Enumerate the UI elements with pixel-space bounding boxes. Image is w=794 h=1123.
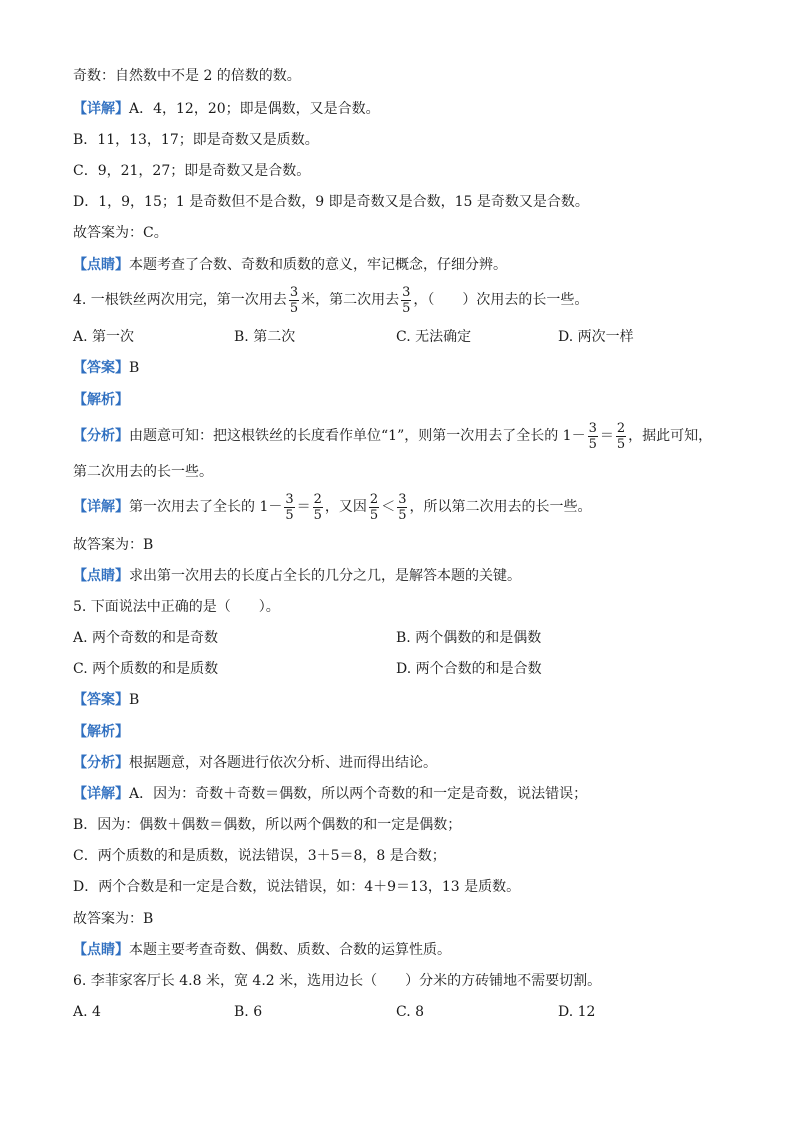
detail-line-a xyxy=(73,99,380,119)
question-5-stem xyxy=(73,597,280,617)
fraction xyxy=(369,492,379,523)
answer-tag: 【答案】 xyxy=(73,360,129,376)
question-5-detail-c xyxy=(73,846,446,866)
line-text: B．11，13，17；即是奇数又是质数。 xyxy=(73,132,319,148)
line-text: 第二次用去的长一些。 xyxy=(73,464,213,480)
fraction xyxy=(588,421,598,452)
line-text: 第一次用去了全长的 1－ xyxy=(129,499,283,515)
stem-text: 6. 李菲家客厅长 4.8 米，宽 4.2 米，选用边长（ ）分米的方砖铺地不需要切割。 xyxy=(73,973,602,989)
question-5-option-a: A. 两个奇数的和是奇数 xyxy=(73,630,219,646)
stem-text: ，（ ）次用去的长一些。 xyxy=(413,292,589,308)
question-4-stem xyxy=(73,283,588,317)
detail-tag: 【详解】 xyxy=(73,786,129,802)
question-6-option-c: C. 8 xyxy=(396,1004,425,1020)
question-5-detail-d xyxy=(73,877,520,897)
line-text: 奇数：自然数中不是 2 的倍数的数。 xyxy=(73,68,301,84)
fraction-numerator: 2 xyxy=(616,420,626,436)
answer-conclusion-line xyxy=(73,223,168,243)
question-5-option-b: B. 两个偶数的和是偶数 xyxy=(396,630,542,646)
question-4-analysis-heading xyxy=(73,390,129,410)
dianjing-tag: 【点睛】 xyxy=(73,942,129,958)
less-than-sign: ＜ xyxy=(381,499,396,515)
fraction-denominator: 5 xyxy=(588,436,597,452)
stem-text: 4. 一根铁丝两次用完，第一次用去 xyxy=(73,292,287,308)
fenxi-tag: 【分析】 xyxy=(73,428,129,444)
question-5-detail-a xyxy=(73,784,587,804)
line-text: ，又因 xyxy=(324,499,367,515)
fraction xyxy=(284,492,294,523)
question-4-fenxi-line-2 xyxy=(73,462,213,482)
question-4-detail xyxy=(73,490,591,524)
fraction-numerator: 3 xyxy=(588,420,597,436)
equals-sign: ＝ xyxy=(296,499,311,515)
detail-line-d xyxy=(73,192,589,212)
question-6-option-b: B. 6 xyxy=(234,1004,263,1020)
question-4-answer xyxy=(73,358,139,378)
line-text: 由题意可知：把这根铁丝的长度看作单位“1”，则第一次用去了全长的 1－ xyxy=(129,428,586,444)
question-4-option-a: A. 第一次 xyxy=(73,329,135,345)
line-text: C．9，21，27；即是奇数又是合数。 xyxy=(73,163,311,179)
fraction xyxy=(313,492,323,523)
line-text: C．两个质数的和是质数，说法错误，3＋5＝8，8 是合数； xyxy=(73,848,446,864)
fraction-numerator: 2 xyxy=(369,491,379,507)
fraction xyxy=(289,285,299,316)
question-4-option-d: D. 两次一样 xyxy=(558,329,634,345)
line-text: 故答案为：C。 xyxy=(73,225,168,241)
detail-line-b xyxy=(73,130,319,150)
question-5-option-d: D. 两个合数的和是合数 xyxy=(396,661,542,677)
question-6-option-a: A. 4 xyxy=(73,1004,101,1020)
answer-value: B xyxy=(129,692,140,708)
fraction xyxy=(401,285,411,316)
question-4-option-b: B. 第二次 xyxy=(234,329,296,345)
line-text: 根据题意，对各题进行依次分析、进而得出结论。 xyxy=(129,755,437,771)
line-text: 故答案为：B xyxy=(73,537,154,553)
fraction-numerator: 3 xyxy=(289,284,299,300)
line-text: B．因为：偶数＋偶数＝偶数，所以两个偶数的和一定是偶数； xyxy=(73,817,462,833)
question-5-conclusion xyxy=(73,909,153,929)
stem-text: 5. 下面说法中正确的是（ ）。 xyxy=(73,599,280,615)
detail-tag: 【详解】 xyxy=(73,499,129,515)
analysis-tag: 【解析】 xyxy=(73,724,129,740)
question-4-dianjing xyxy=(73,566,521,586)
line-text: D．两个合数是和一定是合数，说法错误，如：4＋9＝13，13 是质数。 xyxy=(73,879,521,895)
fraction-numerator: 3 xyxy=(402,284,411,300)
dianjing-line xyxy=(73,255,507,275)
question-4-fenxi-line-1 xyxy=(73,419,712,453)
line-text: 本题主要考查奇数、偶数、质数、合数的运算性质。 xyxy=(129,942,451,958)
fraction xyxy=(397,492,407,523)
fraction-denominator: 5 xyxy=(285,507,294,523)
dianjing-tag: 【点睛】 xyxy=(73,257,129,273)
line-text: ，所以第二次用去的长一些。 xyxy=(409,499,592,515)
detail-line-c xyxy=(73,161,310,181)
line-text: ，据此可知， xyxy=(628,428,713,444)
fraction-numerator: 3 xyxy=(398,491,407,507)
line-text: 故答案为：B xyxy=(73,911,154,927)
fraction-denominator: 5 xyxy=(398,507,407,523)
answer-tag: 【答案】 xyxy=(73,692,129,708)
fraction-denominator: 5 xyxy=(313,507,322,523)
answer-value: B xyxy=(129,360,140,376)
line-text: A．4，12，20；即是偶数，又是合数。 xyxy=(129,101,380,117)
fraction-numerator: 2 xyxy=(313,491,322,507)
fraction-denominator: 5 xyxy=(402,300,411,316)
question-5-fenxi xyxy=(73,753,437,773)
analysis-tag: 【解析】 xyxy=(73,392,129,408)
equals-sign: ＝ xyxy=(599,428,614,444)
line-text: D．1，9，15；1 是奇数但不是合数，9 即是奇数又是合数，15 是奇数又是合数。 xyxy=(73,194,589,210)
detail-tag: 【详解】 xyxy=(73,101,129,117)
dianjing-tag: 【点睛】 xyxy=(73,568,129,584)
fraction-denominator: 5 xyxy=(289,300,299,316)
odd-definition-line xyxy=(73,66,301,86)
fraction-denominator: 5 xyxy=(369,507,379,523)
line-text: A．因为：奇数＋奇数＝偶数，所以两个奇数的和一定是奇数，说法错误； xyxy=(129,786,588,802)
question-5-answer xyxy=(73,690,139,710)
fraction-numerator: 3 xyxy=(285,491,294,507)
question-5-option-c: C. 两个质数的和是质数 xyxy=(73,661,219,677)
fenxi-tag: 【分析】 xyxy=(73,755,129,771)
stem-text: 米，第二次用去 xyxy=(301,292,400,308)
fraction-denominator: 5 xyxy=(616,436,626,452)
fraction xyxy=(616,421,626,452)
question-6-option-d: D. 12 xyxy=(558,1004,596,1020)
question-6-stem xyxy=(73,971,601,991)
question-5-detail-b xyxy=(73,815,461,835)
question-5-dianjing xyxy=(73,940,451,960)
line-text: 本题考查了合数、奇数和质数的意义，牢记概念，仔细分辨。 xyxy=(129,257,507,273)
question-5-analysis-heading xyxy=(73,722,129,742)
line-text: 求出第一次用去的长度占全长的几分之几，是解答本题的关键。 xyxy=(129,568,521,584)
question-4-option-c: C. 无法确定 xyxy=(396,329,472,345)
question-4-conclusion xyxy=(73,535,153,555)
